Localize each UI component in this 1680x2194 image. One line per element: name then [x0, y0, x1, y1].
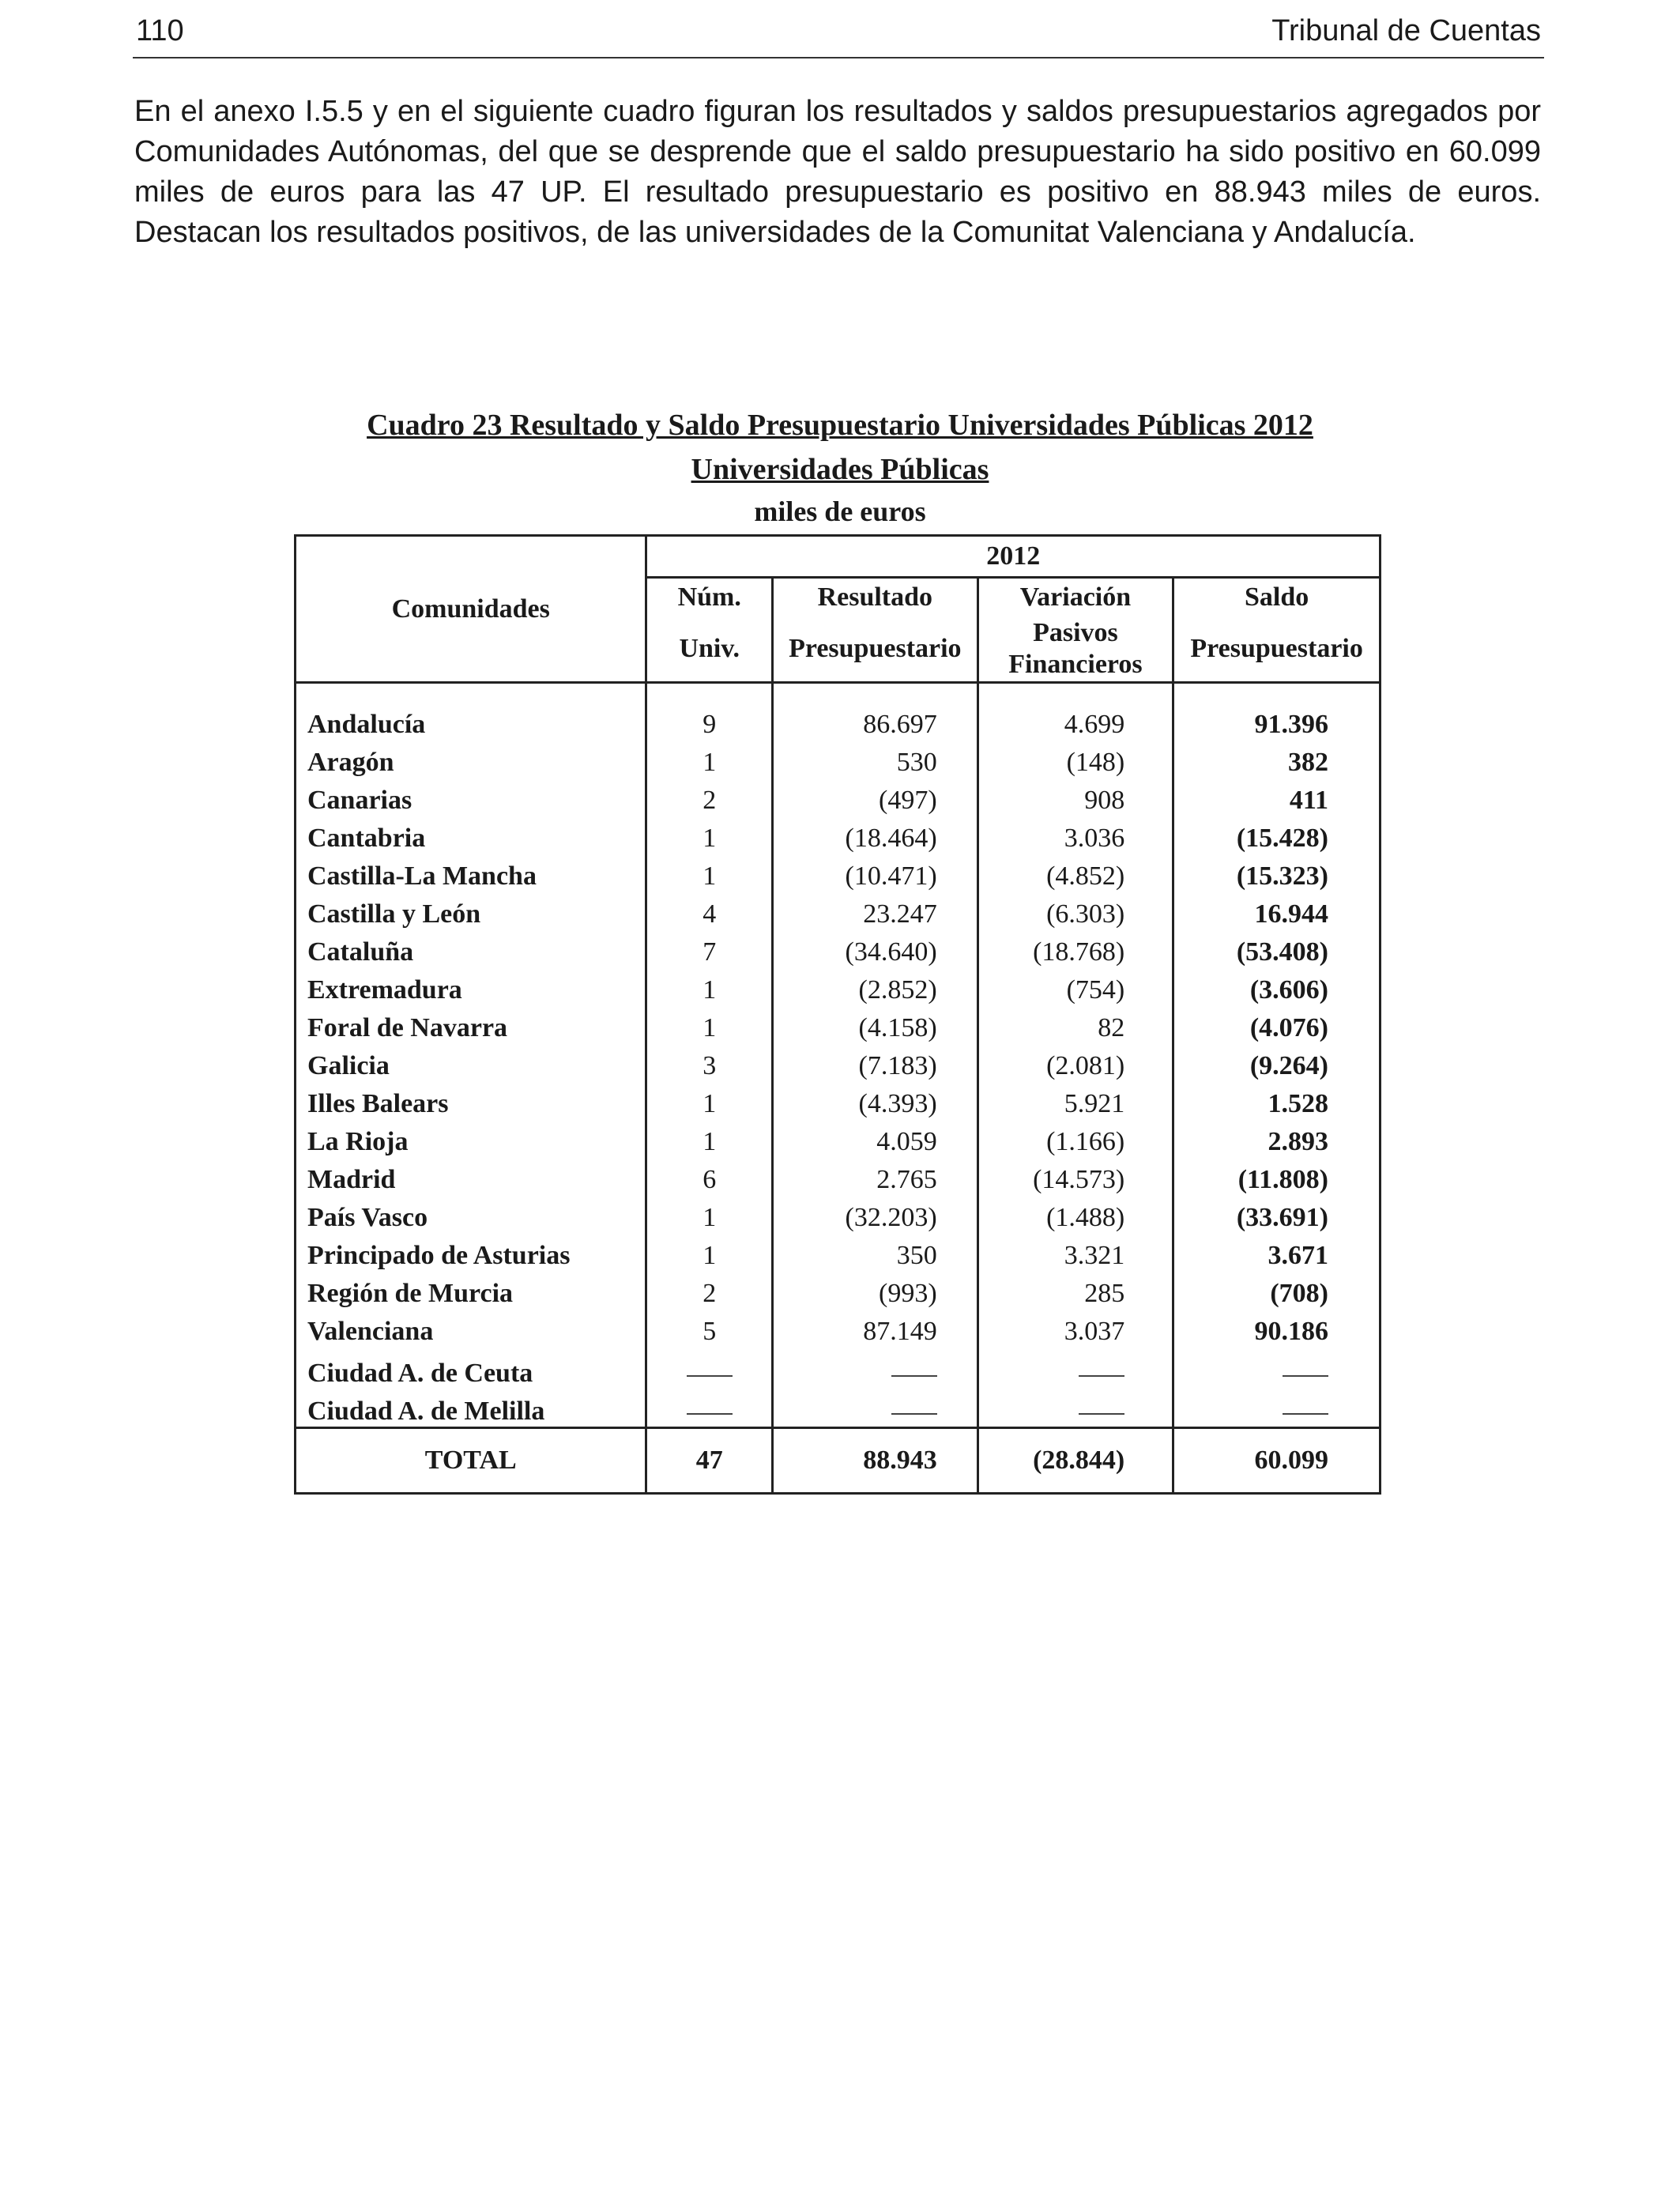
total-saldo: 60.099 — [1173, 1428, 1381, 1494]
table-row — [296, 1085, 1381, 1123]
table-units: miles de euros — [754, 496, 926, 527]
row-num: 5 — [646, 1313, 772, 1351]
row-num: 1 — [646, 1009, 772, 1047]
row-name: Galicia — [296, 1047, 646, 1085]
row-saldo: (9.264) — [1173, 1047, 1381, 1085]
header-resultado-line1: Resultado — [772, 578, 977, 617]
table-title: Cuadro 23 Resultado y Saldo Presupuestario Universidades Públicas 2012 — [367, 409, 1313, 442]
row-name: Extremadura — [296, 971, 646, 1009]
table-row — [296, 1313, 1381, 1351]
total-resultado: 88.943 — [772, 1428, 977, 1494]
total-label: TOTAL — [296, 1428, 646, 1494]
empty-dash — [891, 1375, 937, 1377]
header-resultado-line2: Presupuestario — [772, 616, 977, 683]
row-resultado: (993) — [772, 1275, 977, 1313]
row-num: 1 — [646, 971, 772, 1009]
page-header — [133, 11, 1544, 58]
row-num: 6 — [646, 1161, 772, 1199]
row-saldo: (11.808) — [1173, 1161, 1381, 1199]
row-resultado: (497) — [772, 782, 977, 820]
row-saldo: (3.606) — [1173, 971, 1381, 1009]
row-resultado: (18.464) — [772, 820, 977, 858]
row-name: Aragón — [296, 744, 646, 782]
row-name: Illes Balears — [296, 1085, 646, 1123]
total-num: 47 — [646, 1428, 772, 1494]
row-num: 1 — [646, 1237, 772, 1275]
row-resultado: 4.059 — [772, 1123, 977, 1161]
row-name: Ciudad A. de Melilla — [296, 1389, 646, 1428]
row-resultado: 2.765 — [772, 1161, 977, 1199]
row-saldo: 382 — [1173, 744, 1381, 782]
empty-dash — [687, 1413, 733, 1415]
empty-dash — [1283, 1413, 1328, 1415]
row-variacion: (18.768) — [977, 933, 1173, 971]
table-row — [296, 1009, 1381, 1047]
row-saldo: 3.671 — [1173, 1237, 1381, 1275]
row-resultado: 23.247 — [772, 895, 977, 933]
row-saldo: (15.428) — [1173, 820, 1381, 858]
table-row — [296, 858, 1381, 895]
row-name: Castilla-La Mancha — [296, 858, 646, 895]
row-variacion: (1.166) — [977, 1123, 1173, 1161]
page-number: 110 — [136, 14, 184, 47]
row-num: 1 — [646, 1123, 772, 1161]
header-num-line1: Núm. — [646, 578, 772, 617]
row-resultado: (4.158) — [772, 1009, 977, 1047]
table-row — [296, 1123, 1381, 1161]
row-variacion: (4.852) — [977, 858, 1173, 895]
total-row — [296, 1428, 1381, 1494]
row-name: Valenciana — [296, 1313, 646, 1351]
row-variacion: 3.036 — [977, 820, 1173, 858]
empty-dash — [1079, 1375, 1124, 1377]
table-row — [296, 1161, 1381, 1199]
row-resultado: 350 — [772, 1237, 977, 1275]
row-saldo: 16.944 — [1173, 895, 1381, 933]
row-variacion: 3.321 — [977, 1237, 1173, 1275]
row-saldo: (708) — [1173, 1275, 1381, 1313]
table-row — [296, 820, 1381, 858]
row-name: La Rioja — [296, 1123, 646, 1161]
table-subtitle: Universidades Públicas — [691, 453, 989, 486]
row-variacion: 82 — [977, 1009, 1173, 1047]
header-year: 2012 — [646, 536, 1381, 578]
row-resultado: 530 — [772, 744, 977, 782]
row-variacion: (148) — [977, 744, 1173, 782]
table-row — [296, 971, 1381, 1009]
row-name: Cataluña — [296, 933, 646, 971]
row-num: 2 — [646, 782, 772, 820]
row-variacion: (14.573) — [977, 1161, 1173, 1199]
table-row — [296, 895, 1381, 933]
row-variacion: (2.081) — [977, 1047, 1173, 1085]
row-name: Ciudad A. de Ceuta — [296, 1351, 646, 1389]
table-row — [296, 933, 1381, 971]
row-name: Región de Murcia — [296, 1275, 646, 1313]
row-variacion: 4.699 — [977, 706, 1173, 744]
row-saldo: 1.528 — [1173, 1085, 1381, 1123]
row-saldo: (15.323) — [1173, 858, 1381, 895]
budget-table — [294, 534, 1381, 1495]
table-row — [296, 706, 1381, 744]
row-name: Cantabria — [296, 820, 646, 858]
row-name: Castilla y León — [296, 895, 646, 933]
row-num: 1 — [646, 744, 772, 782]
row-resultado: (4.393) — [772, 1085, 977, 1123]
row-saldo: 2.893 — [1173, 1123, 1381, 1161]
row-resultado: (10.471) — [772, 858, 977, 895]
row-num: 2 — [646, 1275, 772, 1313]
intro-paragraph: En el anexo I.5.5 y en el siguiente cuadro figuran los resultados y saldos presupuestarios agregados por Comunidades Autónomas, del que se desprende que el saldo presupuestario ha sido positivo en 60.099 miles de euros para las 47 UP. El resultado presupuestario es positivo en 88.943 miles de euros. Destacan los resultados positivos, de las universidades de la Comunitat Valenciana y Andalucía. — [134, 95, 1541, 249]
row-num: 3 — [646, 1047, 772, 1085]
row-variacion: (754) — [977, 971, 1173, 1009]
row-num: 1 — [646, 1085, 772, 1123]
total-variacion: (28.844) — [977, 1428, 1173, 1494]
header-variacion-pasivos: Pasivos — [1033, 618, 1118, 647]
row-num: 1 — [646, 858, 772, 895]
empty-dash — [1079, 1413, 1124, 1415]
row-saldo: 90.186 — [1173, 1313, 1381, 1351]
row-variacion: (6.303) — [977, 895, 1173, 933]
table-row — [296, 1199, 1381, 1237]
row-variacion: 285 — [977, 1275, 1173, 1313]
header-num-line2: Univ. — [646, 616, 772, 683]
table-row — [296, 744, 1381, 782]
row-name: Foral de Navarra — [296, 1009, 646, 1047]
row-name: Canarias — [296, 782, 646, 820]
header-variacion-financieros: Financieros — [1008, 650, 1143, 679]
table-row-melilla — [296, 1389, 1381, 1428]
table-row — [296, 1275, 1381, 1313]
row-name: País Vasco — [296, 1199, 646, 1237]
row-name: Andalucía — [296, 706, 646, 744]
row-resultado: (7.183) — [772, 1047, 977, 1085]
header-saldo-line2: Presupuestario — [1173, 616, 1381, 683]
row-num: 9 — [646, 706, 772, 744]
row-saldo: (4.076) — [1173, 1009, 1381, 1047]
row-name: Madrid — [296, 1161, 646, 1199]
row-name: Principado de Asturias — [296, 1237, 646, 1275]
table-row — [296, 1047, 1381, 1085]
row-saldo: (33.691) — [1173, 1199, 1381, 1237]
empty-dash — [1283, 1375, 1328, 1377]
row-saldo: (53.408) — [1173, 933, 1381, 971]
header-comunidades: Comunidades — [296, 536, 646, 683]
row-resultado: (2.852) — [772, 971, 977, 1009]
header-variacion-line1: Variación — [977, 578, 1173, 617]
table-row-ceuta — [296, 1351, 1381, 1389]
row-num: 1 — [646, 820, 772, 858]
row-variacion: 3.037 — [977, 1313, 1173, 1351]
running-head: Tribunal de Cuentas — [1271, 14, 1541, 47]
row-num: 4 — [646, 895, 772, 933]
row-resultado: 86.697 — [772, 706, 977, 744]
table-row — [296, 1237, 1381, 1275]
header-saldo-line1: Saldo — [1173, 578, 1381, 617]
empty-dash — [891, 1413, 937, 1415]
row-saldo: 91.396 — [1173, 706, 1381, 744]
empty-dash — [687, 1375, 733, 1377]
row-variacion: 908 — [977, 782, 1173, 820]
row-num: 7 — [646, 933, 772, 971]
spacer-row — [296, 683, 1381, 707]
row-variacion: 5.921 — [977, 1085, 1173, 1123]
row-resultado: (32.203) — [772, 1199, 977, 1237]
row-resultado: 87.149 — [772, 1313, 977, 1351]
row-saldo: 411 — [1173, 782, 1381, 820]
row-variacion: (1.488) — [977, 1199, 1173, 1237]
row-resultado: (34.640) — [772, 933, 977, 971]
row-num: 1 — [646, 1199, 772, 1237]
header-variacion-line2 — [977, 616, 1173, 683]
table-row — [296, 782, 1381, 820]
